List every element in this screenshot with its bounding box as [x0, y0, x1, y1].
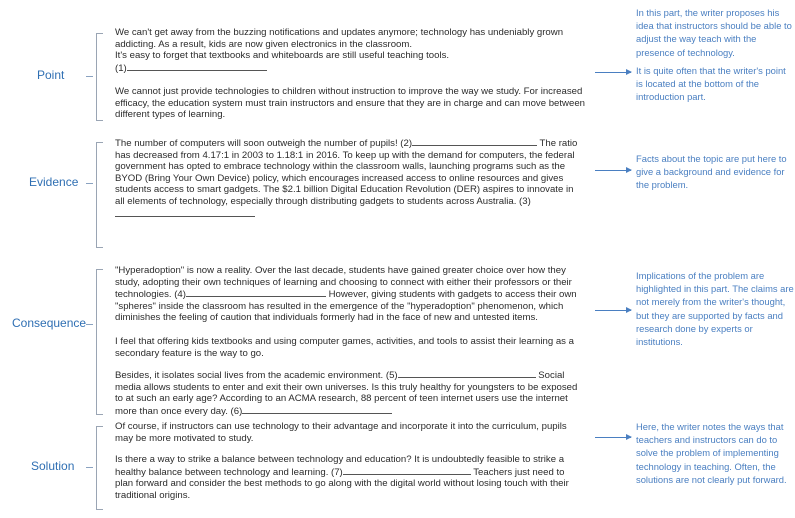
consequence-text-3a: Besides, it isolates social lives from the academic environment. (5) [115, 370, 398, 381]
consequence-text-1b: However, giving students with gadgets to access their own "spheres" inside the classroom has resulted in the emergence of the "hyperadoption" phenomenon, which diminishes the feeling of caution that individuals formerly had in the face of new and untested items. [115, 289, 577, 324]
bracket-point [96, 33, 103, 121]
note-point-2: It is quite often that the writer's point is located at the bottom of the introduction part. [636, 64, 786, 103]
blank-line-4 [186, 288, 326, 297]
note-point-1: In this part, the writer proposes his idea that instructors should be able to adjust the way teach with the presence of technology. [636, 7, 792, 58]
connector-solution [86, 467, 93, 468]
point-paragraph-1 [115, 27, 585, 74]
blank-line-3 [115, 208, 255, 217]
solution-text-2b: Teachers just need to plan forward and consider the best methods to go along with the digital world without losing touch with their traditional origins. [115, 466, 569, 501]
consequence-text-3b: Social media allows students to enter and exit their own universes. Is this truly healthy for youngsters to be exposed to at such an early age? According to an ACMA research, 88 percent of teen internet users use the internet more than once every day. (6) [115, 370, 578, 417]
arrow-consequence [595, 310, 631, 311]
point-text-1: We can't get away from the buzzing notifications and updates anymore; technology has undeniably grown addicting. As a result, kids are now given electronics in the classroom. [115, 27, 564, 50]
connector-evidence [86, 183, 93, 184]
blank-marker-1: (1) [115, 62, 127, 74]
consequence-paragraph-3 [115, 369, 585, 417]
blank-line-5 [398, 369, 536, 378]
evidence-paragraph [115, 137, 585, 220]
bracket-solution [96, 426, 103, 510]
evidence-text-1b: The ratio has decreased from 4.17:1 in 2003 to 1.18:1 in 2016. To keep up with the demand for computers, the federal government has opted to embrace technology within the classroom walls, launching programs such as the BYOD (Bring Your Own Device) policy, which encourages increased access to online resources and gives students access to smart gadgets. The $2.1 billion Digital Education Revolution (DER) aspires to innovate in all elements of technology, especially through distributing gadgets to students across Australia. (3) [115, 138, 578, 207]
note-point [636, 6, 794, 103]
point-text-1b: It's easy to forget that textbooks and whiteboards are still useful teaching tools. [115, 50, 450, 62]
consequence-paragraph-2: I feel that offering kids textbooks and using computer games, activities, and tools to assist their learning as a secondary feature is the way to go. [115, 336, 574, 359]
section-label-point: Point [37, 68, 65, 82]
arrow-point [595, 72, 631, 73]
solution-text-2a: Is there a way to strike a balance between technology and education? It is undoubtedly feasible to strike a healthy balance between technology and learning. (7) [115, 454, 565, 478]
bracket-evidence [96, 142, 103, 248]
blank-line-2 [412, 137, 537, 146]
arrow-evidence [595, 170, 631, 171]
blank-line-1 [127, 62, 267, 71]
blank-line-7 [343, 466, 471, 475]
bracket-consequence [96, 269, 103, 415]
consequence-text-1a: "Hyperadoption" is now a reality. Over the last decade, students have gained greater choice over how they study, adopting their own techniques of learning and choosing to connect with either their professors or their technologies. (4) [115, 265, 572, 301]
connector-point [86, 76, 93, 77]
note-evidence: Facts about the topic are put here to give a background and evidence for the problem. [636, 153, 787, 191]
arrow-solution [595, 437, 631, 438]
section-label-consequence: Consequence [12, 316, 87, 330]
solution-paragraph-2 [115, 454, 585, 501]
solution-paragraph-1: Of course, if instructors can use technology to their advantage and incorporate it into the curriculum, pupils may be more motivated to study. [115, 421, 567, 444]
blank-line-6 [242, 405, 392, 414]
point-paragraph-2: We cannot just provide technologies to children without instruction to improve the way we study. For increased efficacy, the education system must train instructors and ensure that they are in charge and can move between different types of learning. [115, 86, 585, 121]
section-label-solution: Solution [31, 459, 75, 473]
note-solution: Here, the writer notes the ways that teachers and instructors can do to solve the problem of implementing technology in teaching. Often, the solutions are not clearly put forward. [636, 421, 787, 485]
section-label-evidence: Evidence [29, 175, 79, 189]
consequence-paragraph-1 [115, 265, 585, 324]
connector-consequence [86, 324, 93, 325]
evidence-text-1a: The number of computers will soon outweigh the number of pupils! (2) [115, 138, 413, 149]
note-consequence: Implications of the problem are highlighted in this part. The claims are not merely from the writer's thought, but they are supported by facts and research done by experts or institutions. [636, 270, 794, 348]
